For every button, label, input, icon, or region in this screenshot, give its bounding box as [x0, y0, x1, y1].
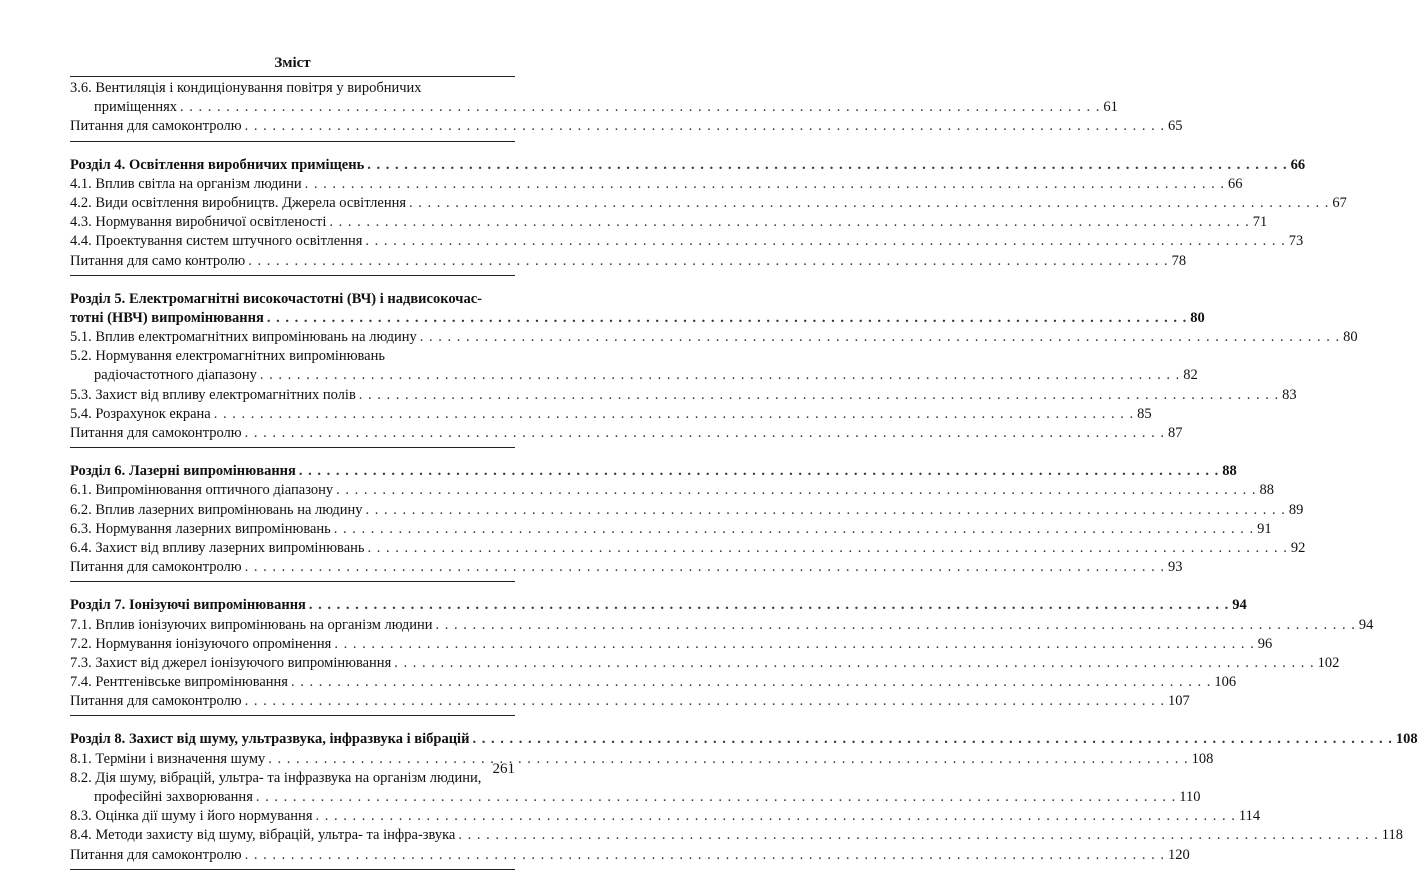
- dot-leader: [472, 730, 1392, 749]
- dot-leader: [394, 654, 1314, 673]
- toc-entry-title: Питання для самоконтролю: [70, 559, 242, 576]
- toc-entry-number: 7.2.: [70, 635, 96, 652]
- toc-entry-title: Оцінка дії шуму і його нормування: [95, 808, 313, 825]
- dot-leader: [299, 462, 1219, 481]
- toc-entry[interactable]: [70, 826, 1403, 845]
- toc-entry[interactable]: [70, 252, 1187, 271]
- toc-entry-number: Розділ 5.: [70, 290, 126, 307]
- toc-section: [70, 448, 1306, 582]
- toc-page-number: 91: [1257, 520, 1272, 537]
- toc-entry[interactable]: [70, 405, 1152, 424]
- toc-entry[interactable]: [70, 501, 1304, 520]
- toc-page-number: 108: [1395, 731, 1418, 748]
- toc-entry[interactable]: [70, 98, 1118, 117]
- toc-entry-title: Методи захисту від шуму, вібрацій, ультра- та інфра-звука: [95, 827, 456, 844]
- toc-entry-title: Питання для самоконтролю: [70, 846, 242, 863]
- toc-page-number: 65: [1167, 118, 1183, 135]
- toc-entry-title: Нормування виробничої освітленості: [95, 214, 327, 231]
- toc-entry-number: 4.4.: [70, 233, 96, 250]
- dot-leader: [458, 826, 1378, 845]
- toc-page-number: 102: [1317, 654, 1340, 671]
- toc-entry-title: Освітлення виробничих приміщень: [128, 156, 365, 173]
- toc-entry-title: Захист від впливу лазерних випромінювань: [95, 539, 365, 556]
- toc-entry-title: радіочастотного діапазону: [94, 367, 257, 384]
- toc-entry-line: [70, 79, 515, 98]
- toc-entry[interactable]: [70, 386, 1297, 405]
- toc-entry[interactable]: [70, 328, 1358, 347]
- toc-entry-title: Проектування систем штучного освітлення: [95, 233, 363, 250]
- dot-leader: [180, 98, 1100, 117]
- dot-leader: [365, 232, 1285, 251]
- toc-entry-title: Вплив світла на організм людини: [95, 175, 302, 192]
- toc-page-number: 82: [1183, 367, 1198, 384]
- toc-page-number: 87: [1167, 425, 1183, 441]
- toc-entry-title: Рентгенівське випромінювання: [95, 674, 288, 691]
- dot-leader: [329, 213, 1249, 232]
- dot-leader: [256, 788, 1176, 807]
- toc-entry-number: 7.4.: [70, 674, 96, 691]
- toc-page-number: 88: [1222, 463, 1237, 480]
- page-number: 261: [492, 761, 515, 777]
- toc-entry-title: Вплив іонізуючих випромінювань на організм людини: [95, 616, 433, 633]
- toc-entry-title: Терміни і визначення шуму: [95, 750, 266, 767]
- table-of-contents: [70, 79, 1418, 870]
- toc-entry-number: 3.6.: [70, 80, 92, 96]
- toc-entry-number: Розділ 8.: [70, 731, 129, 748]
- dot-leader: [245, 117, 1165, 136]
- toc-chapter-entry[interactable]: [70, 156, 1306, 175]
- toc-entry-number: 6.1.: [70, 482, 96, 499]
- toc-entry-title: Питання для самоконтролю: [70, 118, 242, 135]
- toc-entry-number: Розділ 6.: [70, 463, 129, 480]
- dot-leader: [245, 846, 1165, 865]
- toc-page-number: 106: [1214, 674, 1237, 691]
- toc-page-number: 80: [1190, 309, 1205, 326]
- toc-entry[interactable]: [70, 846, 1190, 865]
- toc-entry-title: Захист від шуму, ультразвука, інфразвука і вібрацій: [128, 731, 470, 748]
- toc-entry[interactable]: [70, 750, 1214, 769]
- toc-entry[interactable]: [70, 692, 1190, 711]
- dot-leader: [260, 366, 1180, 385]
- dot-leader: [267, 309, 1187, 328]
- toc-page-number: 114: [1238, 808, 1261, 825]
- toc-entry-number: Розділ 7.: [70, 597, 129, 614]
- dot-leader: [309, 596, 1229, 615]
- toc-page-number: 120: [1167, 846, 1190, 863]
- toc-entry[interactable]: [70, 175, 1243, 194]
- toc-entry-title: Лазерні випромінювання: [128, 463, 296, 480]
- dot-leader: [366, 501, 1286, 520]
- dot-leader: [305, 175, 1225, 194]
- toc-entry-number: 5.3.: [70, 386, 96, 403]
- toc-entry[interactable]: [70, 654, 1340, 673]
- dot-leader: [245, 692, 1165, 711]
- toc-entry-title: Розрахунок екрана: [95, 405, 211, 422]
- toc-entry-number: 6.4.: [70, 539, 96, 556]
- toc-entry-number: 8.1.: [70, 750, 96, 767]
- toc-entry-number: 7.1.: [70, 616, 96, 633]
- toc-page-number: 85: [1137, 405, 1152, 422]
- toc-section: [70, 79, 1183, 142]
- dot-leader: [336, 481, 1256, 500]
- toc-page-number: 93: [1167, 559, 1183, 576]
- dot-leader: [368, 539, 1288, 558]
- toc-entry-line: [70, 290, 515, 309]
- dot-leader: [436, 616, 1356, 635]
- toc-entry-title: Електромагнітні високочастотні (ВЧ) і надвисокочас-: [128, 290, 482, 307]
- dot-leader: [367, 156, 1287, 175]
- toc-entry[interactable]: [70, 232, 1304, 251]
- toc-entry-number: Розділ 4.: [70, 156, 129, 173]
- toc-entry-title: Нормування електромагнітних випромінювань: [95, 348, 385, 365]
- running-header: Зміст: [274, 55, 311, 71]
- dot-leader: [316, 807, 1236, 826]
- toc-entry[interactable]: [70, 539, 1306, 558]
- toc-page-number: 96: [1257, 635, 1273, 652]
- toc-chapter-entry[interactable]: [70, 730, 1418, 749]
- toc-entry-number: 5.2.: [70, 348, 92, 365]
- toc-entry-title: приміщеннях: [94, 99, 178, 116]
- toc-entry-title: Вплив лазерних випромінювань на людину: [95, 501, 363, 518]
- dot-leader: [334, 520, 1254, 539]
- toc-entry-title: професійні захворювання: [94, 789, 253, 805]
- toc-page-number: 110: [1179, 789, 1201, 805]
- toc-entry[interactable]: [70, 673, 1237, 692]
- toc-entry-title: Питання для самоконтролю: [70, 425, 242, 441]
- toc-page-number: 92: [1290, 539, 1306, 556]
- toc-page-number: 118: [1381, 827, 1403, 844]
- toc-page-number: 67: [1332, 194, 1347, 211]
- toc-entry-number: 8.3.: [70, 808, 96, 825]
- toc-entry-number: 7.3.: [70, 654, 96, 671]
- dot-leader: [214, 405, 1134, 424]
- toc-entry-title: Дія шуму, вібрацій, ультра- та інфразвука на організм людини,: [95, 769, 482, 786]
- toc-entry[interactable]: [70, 635, 1273, 654]
- toc-page-number: 66: [1290, 156, 1306, 173]
- toc-page-number: 80: [1343, 329, 1358, 346]
- toc-entry[interactable]: [70, 194, 1347, 213]
- toc-page-number: 61: [1103, 99, 1118, 116]
- toc-entry-title: Захист від впливу електромагнітних полів: [95, 386, 356, 403]
- toc-section: [70, 716, 1418, 869]
- toc-entry-title: тотні (НВЧ) випромінювання: [70, 309, 264, 326]
- toc-entry[interactable]: [70, 213, 1268, 232]
- dot-leader: [248, 252, 1168, 271]
- toc-section: [70, 142, 1347, 276]
- toc-entry-number: 5.1.: [70, 329, 96, 346]
- dot-leader: [291, 673, 1211, 692]
- header-rule: [70, 76, 515, 77]
- toc-page-number: 107: [1167, 693, 1190, 710]
- toc-entry-title: Питання для само контролю: [70, 252, 246, 269]
- toc-entry-title: Нормування лазерних випромінювань: [95, 520, 331, 537]
- dot-leader: [334, 635, 1254, 654]
- toc-entry[interactable]: [70, 481, 1274, 500]
- toc-entry[interactable]: [70, 616, 1374, 635]
- toc-entry[interactable]: [70, 520, 1272, 539]
- toc-entry-title: Вплив електромагнітних випромінювань на людину: [95, 329, 417, 346]
- toc-entry-title: Випромінювання оптичного діапазону: [95, 482, 334, 499]
- toc-chapter-entry[interactable]: [70, 596, 1247, 615]
- toc-page-number: 89: [1288, 501, 1304, 518]
- toc-entry-number: 6.3.: [70, 520, 96, 537]
- toc-entry[interactable]: [70, 788, 1201, 807]
- dot-leader: [409, 194, 1329, 213]
- toc-entry[interactable]: [70, 558, 1183, 577]
- toc-page-number: 94: [1358, 616, 1374, 633]
- toc-entry-line: [70, 347, 515, 366]
- toc-entry-number: 8.2.: [70, 769, 92, 786]
- toc-entry-number: 8.4.: [70, 827, 96, 844]
- toc-section: [70, 582, 1374, 716]
- toc-page-number: 88: [1259, 482, 1274, 499]
- toc-entry-title: Вентиляція і кондиціонування повітря у виробничих: [95, 80, 422, 96]
- toc-entry[interactable]: [70, 807, 1261, 826]
- toc-entry-number: 5.4.: [70, 405, 96, 422]
- toc-entry-number: 4.3.: [70, 214, 96, 231]
- toc-entry[interactable]: [70, 424, 1183, 443]
- dot-leader: [420, 328, 1340, 347]
- toc-section: [70, 276, 1358, 449]
- toc-entry[interactable]: [70, 366, 1198, 385]
- toc-chapter-entry[interactable]: [70, 309, 1205, 328]
- toc-entry-number: 6.2.: [70, 501, 96, 518]
- toc-entry-title: Питання для самоконтролю: [70, 693, 242, 710]
- toc-entry-title: Види освітлення виробництв. Джерела освітлення: [95, 194, 407, 211]
- toc-entry-title: Іонізуючі випромінювання: [128, 597, 306, 614]
- toc-entry-line: [70, 769, 515, 788]
- toc-page-number: 83: [1282, 386, 1297, 403]
- toc-entry[interactable]: [70, 117, 1183, 136]
- toc-chapter-entry[interactable]: [70, 462, 1237, 481]
- toc-entry-number: 4.1.: [70, 175, 96, 192]
- toc-entry-number: 4.2.: [70, 194, 96, 211]
- dot-leader: [268, 750, 1188, 769]
- toc-page-number: 66: [1228, 175, 1243, 192]
- dot-leader: [245, 424, 1165, 443]
- toc-page-number: 73: [1288, 233, 1304, 250]
- dot-leader: [245, 558, 1165, 577]
- toc-page-number: 78: [1171, 252, 1187, 269]
- toc-entry-title: Захист від джерел іонізуючого випромінювання: [95, 654, 392, 671]
- dot-leader: [359, 386, 1279, 405]
- toc-page-number: 108: [1191, 750, 1214, 767]
- toc-page-number: 71: [1252, 214, 1268, 231]
- toc-page-number: 94: [1232, 597, 1247, 614]
- toc-entry-title: Нормування іонізуючого опромінення: [95, 635, 332, 652]
